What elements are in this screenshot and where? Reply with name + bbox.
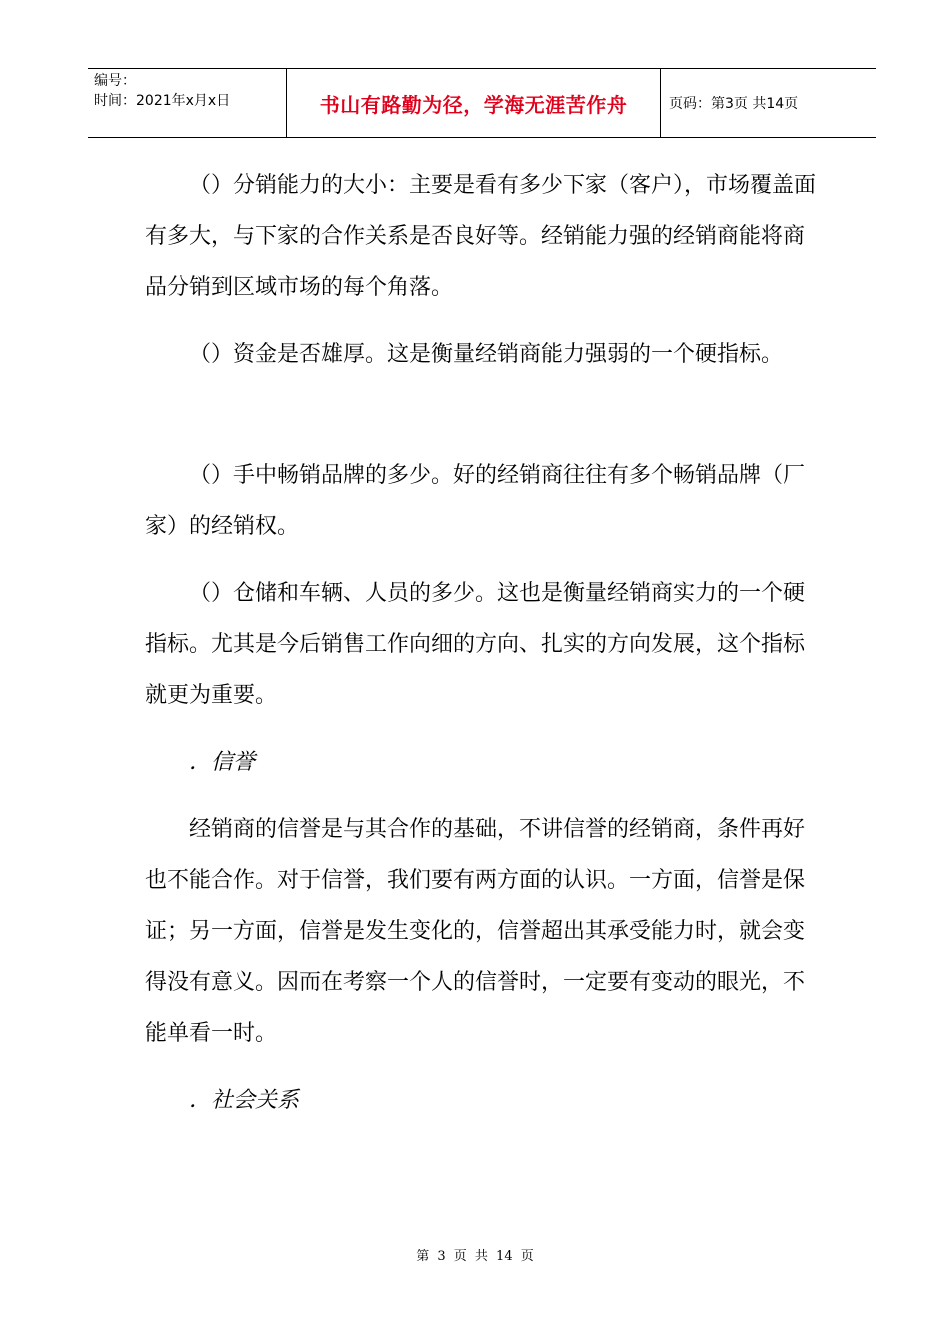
paragraph-brands: （）手中畅销品牌的多少。好的经销商往往有多个畅销品牌（厂家）的经销权。 xyxy=(145,463,806,539)
header-page-info: 页码：第3页 共14页 xyxy=(669,96,799,112)
page-header xyxy=(88,68,876,138)
page-footer: 第 3 页 共 14 页 xyxy=(416,1249,534,1264)
number-label: 编号： xyxy=(94,73,136,89)
header-motto: 书山有路勤为径，学海无涯苦作舟 xyxy=(287,69,661,137)
section-heading-social-relations: ．社会关系 xyxy=(189,1088,300,1113)
paragraph-funding: （）资金是否雄厚。这是衡量经销商能力强弱的一个硬指标。 xyxy=(189,342,784,367)
paragraph-distribution-ability: （）分销能力的大小：主要是看有多少下家（客户），市场覆盖面有多大，与下家的合作关系是否良好等。经销能力强的经销商能将商品分销到区域市场的每个角落。 xyxy=(145,173,817,300)
header-meta xyxy=(88,69,287,137)
document-body xyxy=(145,160,825,1126)
paragraph-credit: 经销商的信誉是与其合作的基础，不讲信誉的经销商，条件再好也不能合作。对于信誉，我们要有两方面的认识。一方面，信誉是保证；另一方面，信誉是发生变化的，信誉超出其承受能力时，就会变得没有意义。因而在考察一个人的信誉时，一定要有变动的眼光，不能单看一时。 xyxy=(145,817,806,1046)
paragraph-warehousing: （）仓储和车辆、人员的多少。这也是衡量经销商实力的一个硬指标。尤其是今后销售工作向细的方向、扎实的方向发展，这个指标就更为重要。 xyxy=(145,581,806,708)
section-heading-credit: ．信誉 xyxy=(189,750,256,775)
time-label: 时间：2021年x月x日 xyxy=(94,93,231,109)
